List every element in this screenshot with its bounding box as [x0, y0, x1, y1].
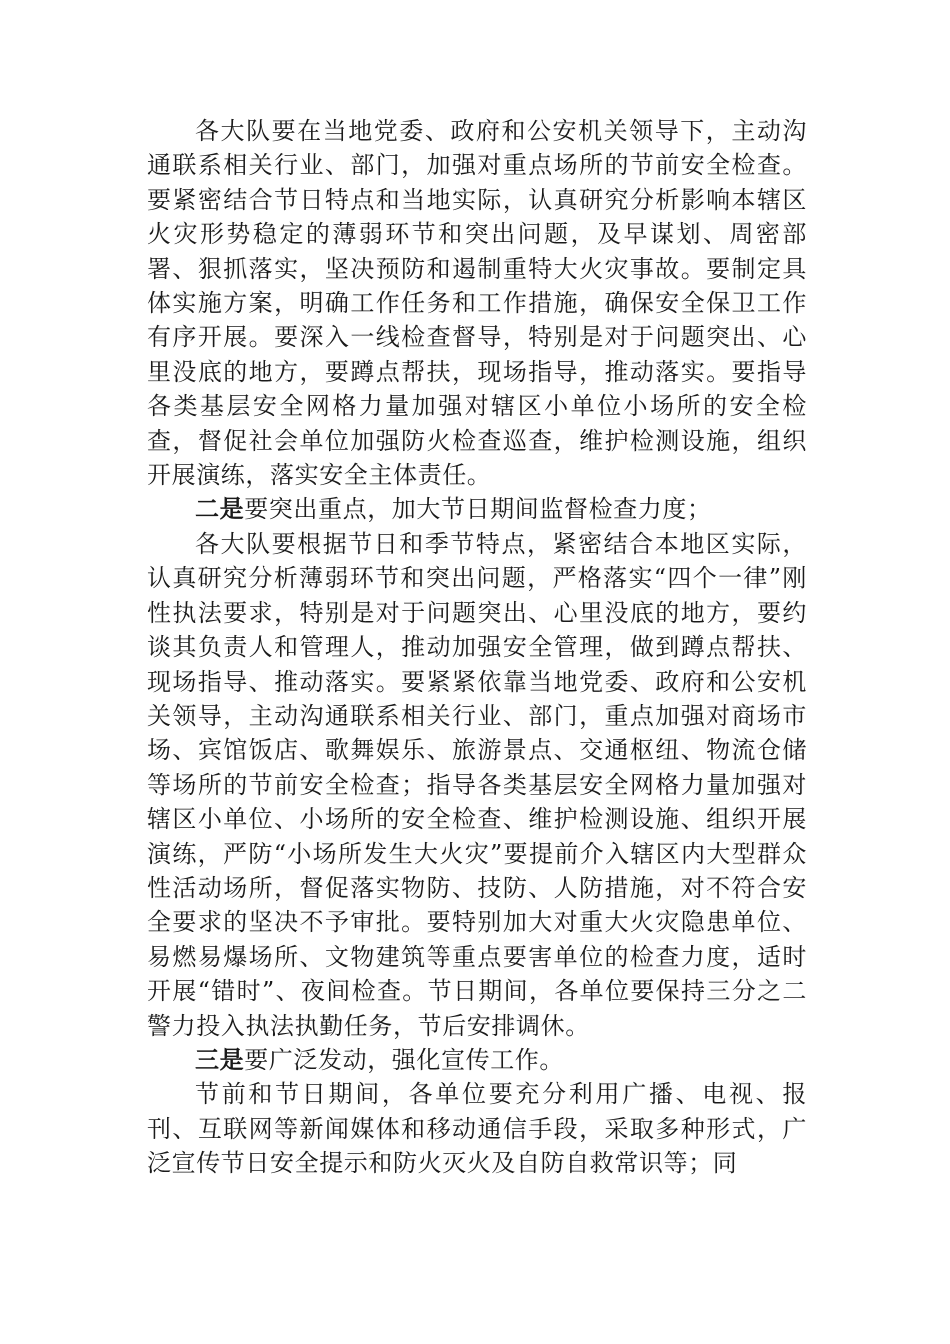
- paragraph-checks: 各大队要在当地党委、政府和公安机关领导下，主动沟通联系相关行业、部门，加强对重点场所的节前安全检查。要紧密结合节日特点和当地实际，认真研究分析影响本辖区火灾形势稳定的薄弱环节和突出问题，及早谋划、周密部署、狠抓落实，坚决预防和遏制重特大火灾事故。要制定具体实施方案，明确工作任务和工作措施，确保安全保卫工作有序开展。要深入一线检查督导，特别是对于问题突出、心里没底的地方，要蹲点帮扶，现场指导，推动落实。要指导各类基层安全网格力量加强对辖区小单位小场所的安全检查，督促社会单位加强防火检查巡查，维护检测设施，组织开展演练，落实安全主体责任。: [147, 117, 807, 490]
- paragraph-supervision: 各大队要根据节日和季节特点，紧密结合本地区实际，认真研究分析薄弱环节和突出问题，严格落实“四个一律”刚性执法要求，特别是对于问题突出、心里没底的地方，要约谈其负责人和管理人，推动加强安全管理，做到蹲点帮扶、现场指导、推动落实。要紧紧依靠当地党委、政府和公安机关领导，主动沟通联系相关行业、部门，重点加强对商场市场、宾馆饭店、歌舞娱乐、旅游景点、交通枢纽、物流仓储等场所的节前安全检查；指导各类基层安全网格力量加强对辖区小单位、小场所的安全检查、维护检测设施、组织开展演练，严防“小场所发生大火灾”要提前介入辖区内大型群众性活动场所，督促落实物防、技防、人防措施，对不符合安全要求的坚决不予审批。要特别加大对重大火灾隐患单位、易燃易爆场所、文物建筑等重点要害单位的检查力度，适时开展“错时”、夜间检查。节日期间，各单位要保持三分之二警力投入执法执勤任务，节后安排调休。: [147, 529, 807, 1040]
- paragraph-publicity: 节前和节日期间，各单位要充分利用广播、电视、报刊、互联网等新闻媒体和移动通信手段，采取多种形式，广泛宣传节日安全提示和防火灭火及自防自救常识等；同: [147, 1080, 807, 1178]
- heading-three-text: 要广泛发动，强化宣传工作。: [244, 1045, 565, 1074]
- heading-three: [147, 1043, 807, 1077]
- body-text: [147, 114, 807, 1181]
- heading-three-lead: 三是: [195, 1044, 245, 1074]
- heading-two-text: 要突出重点，加大节日期间监督检查力度；: [244, 495, 712, 524]
- heading-two-lead: 二是: [195, 494, 245, 524]
- heading-two: [147, 492, 807, 526]
